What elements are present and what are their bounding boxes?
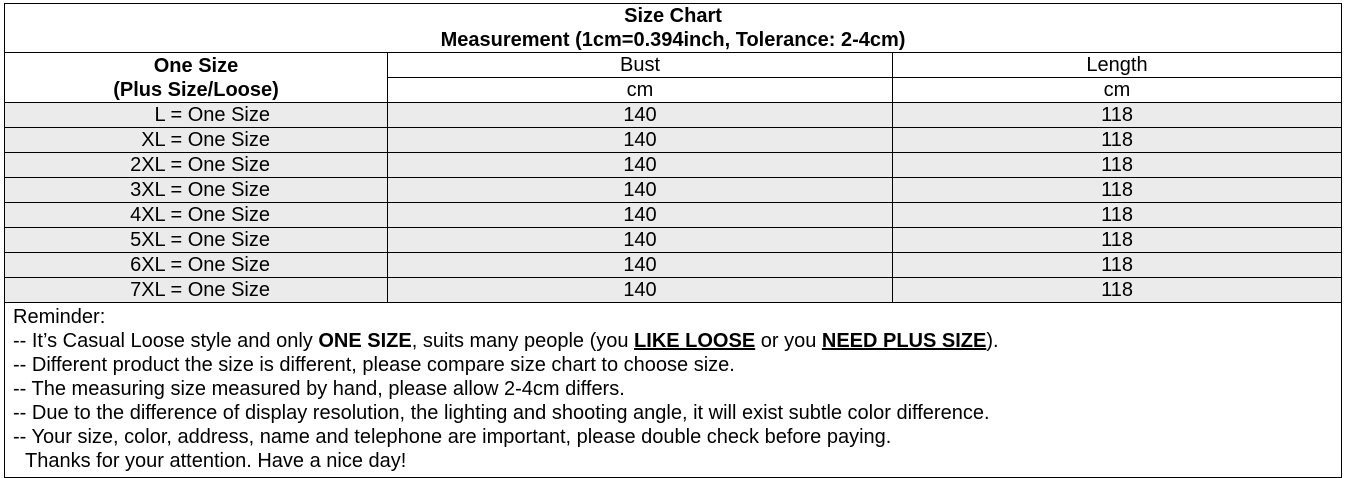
bust-cell: 140	[388, 153, 893, 178]
size-cell: 3XL = One Size	[5, 178, 388, 203]
reminder-line-2: -- Different product the size is different, please compare size chart to choose size.	[13, 354, 735, 376]
length-cell: 118	[893, 228, 1342, 253]
bust-cell: 140	[388, 203, 893, 228]
size-cell: 6XL = One Size	[5, 253, 388, 278]
table-row	[5, 178, 1342, 203]
table-row	[5, 278, 1342, 303]
table-row	[5, 228, 1342, 253]
chart-title-cell	[5, 4, 1342, 53]
reminder-line-5: -- Your size, color, address, name and telephone are important, please double check before paying.	[13, 426, 892, 448]
size-cell: L = One Size	[5, 103, 388, 128]
reminder-heading: Reminder:	[13, 306, 106, 328]
reminder-one-size: ONE SIZE	[318, 330, 412, 352]
table-row	[5, 253, 1342, 278]
length-cell: 118	[893, 153, 1342, 178]
table-row	[5, 203, 1342, 228]
length-cell: 118	[893, 178, 1342, 203]
length-cell: 118	[893, 128, 1342, 153]
chart-title: Size Chart	[624, 5, 722, 27]
size-cell: XL = One Size	[5, 128, 388, 153]
reminder-line-1-c: , suits many people (you	[411, 330, 635, 352]
size-column-header	[5, 53, 388, 103]
reminder-line-6: Thanks for your attention. Have a nice day!	[25, 450, 407, 472]
bust-unit: cm	[388, 78, 893, 103]
bust-cell: 140	[388, 228, 893, 253]
reminder-line-1-a: -- It’s Casual Loose style and only	[13, 330, 319, 352]
reminder-line-1-e: or you	[755, 330, 822, 352]
reminder-line-3: -- The measuring size measured by hand, please allow 2-4cm differs.	[13, 378, 625, 400]
reminder-like-loose: LIKE LOOSE	[634, 330, 756, 352]
bust-cell: 140	[388, 278, 893, 303]
reminder-line-1-g: ).	[986, 330, 999, 352]
size-cell: 4XL = One Size	[5, 203, 388, 228]
size-chart-table	[4, 3, 1342, 478]
bust-column-header: Bust	[388, 53, 893, 78]
bust-cell: 140	[388, 253, 893, 278]
size-cell: 7XL = One Size	[5, 278, 388, 303]
bust-cell: 140	[388, 128, 893, 153]
table-row	[5, 128, 1342, 153]
size-column-header-line2: (Plus Size/Loose)	[113, 78, 279, 101]
title-row	[5, 4, 1342, 53]
table-row	[5, 103, 1342, 128]
length-column-header: Length	[893, 53, 1342, 78]
length-cell: 118	[893, 103, 1342, 128]
bust-cell: 140	[388, 103, 893, 128]
table-row	[5, 153, 1342, 178]
length-cell: 118	[893, 253, 1342, 278]
reminder-line-4: -- Due to the difference of display resolution, the lighting and shooting angle, it will exist subtle color difference.	[13, 402, 990, 424]
reminder-line-1	[13, 329, 1333, 353]
reminder-row	[5, 303, 1342, 478]
size-cell: 2XL = One Size	[5, 153, 388, 178]
header-row	[5, 53, 1342, 78]
reminder-need-plus-size: NEED PLUS SIZE	[821, 330, 987, 352]
size-cell: 5XL = One Size	[5, 228, 388, 253]
size-column-header-line1: One Size	[153, 54, 239, 77]
length-unit: cm	[893, 78, 1342, 103]
bust-cell: 140	[388, 178, 893, 203]
chart-subtitle: Measurement (1cm=0.394inch, Tolerance: 2-4cm)	[440, 29, 906, 51]
length-cell: 118	[893, 203, 1342, 228]
reminder-cell	[5, 303, 1342, 478]
length-cell: 118	[893, 278, 1342, 303]
